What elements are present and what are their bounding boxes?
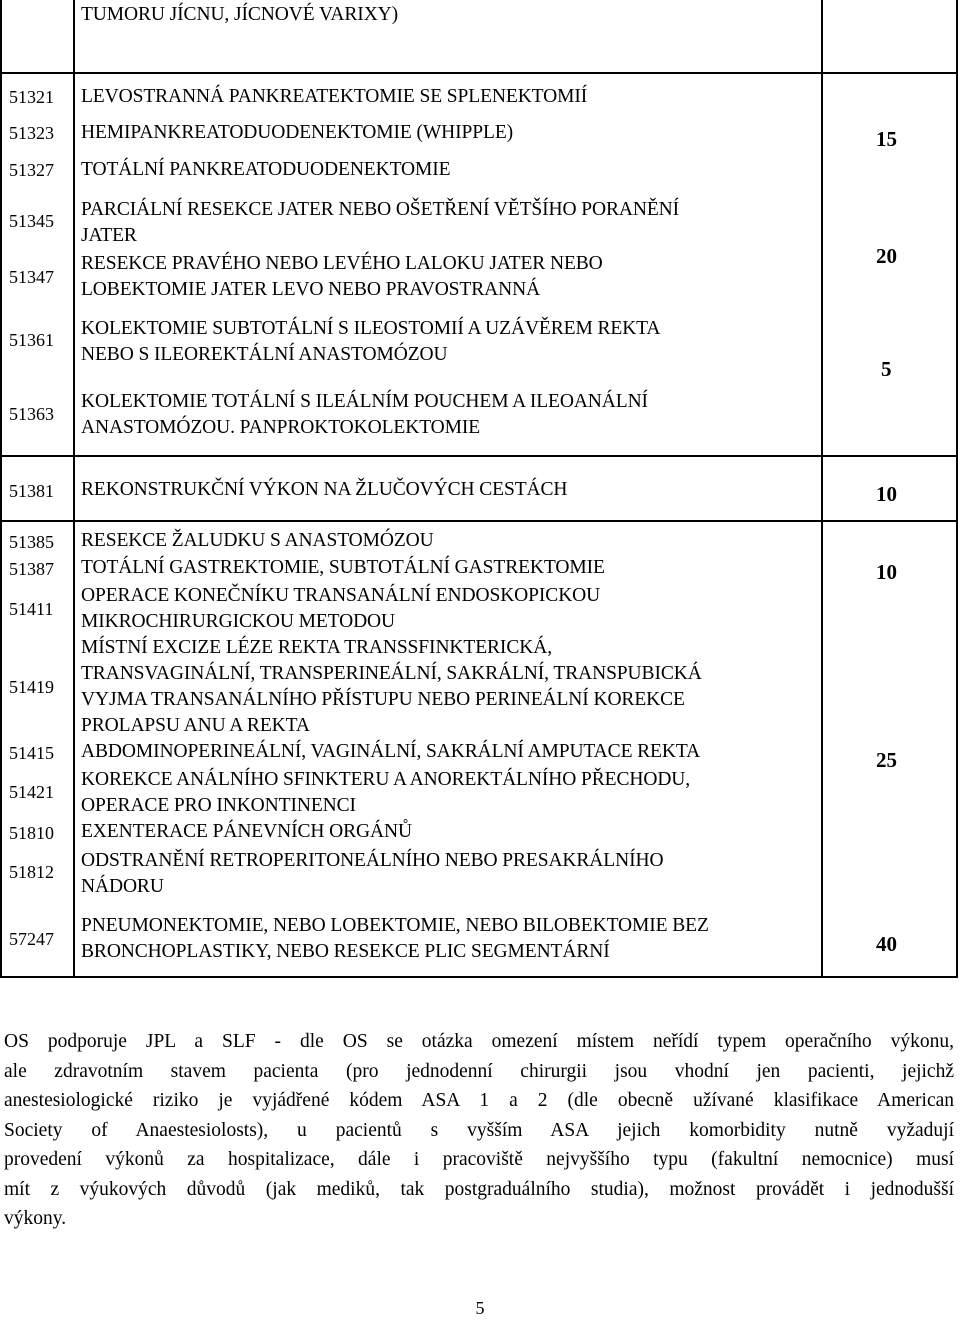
procedure-description: JATER bbox=[81, 225, 137, 246]
procedure-code: 51387 bbox=[9, 559, 54, 579]
procedure-description: OPERACE KONEČNÍKU TRANSANÁLNÍ ENDOSKOPICKOU bbox=[81, 585, 601, 606]
procedure-description: LEVOSTRANNÁ PANKREATEKTOMIE SE SPLENEKTOMIÍ bbox=[81, 86, 588, 107]
procedure-code: 51385 bbox=[9, 532, 54, 552]
procedure-code: 57247 bbox=[9, 929, 54, 949]
limit-value: 10 bbox=[876, 560, 897, 584]
procedure-description: HEMIPANKREATODUODENEKTOMIE (WHIPPLE) bbox=[81, 122, 514, 143]
table-border-right bbox=[956, 0, 958, 977]
procedure-description: RESEKCE ŽALUDKU S ANASTOMÓZOU bbox=[81, 530, 434, 551]
procedure-description: VYJMA TRANSANÁLNÍHO PŘÍSTUPU NEBO PERINEÁLNÍ KOREKCE bbox=[81, 689, 685, 710]
procedure-code: 51810 bbox=[9, 823, 54, 843]
procedure-description: PROLAPSU ANU A REKTA bbox=[81, 715, 310, 736]
table-row-separator bbox=[0, 72, 958, 74]
paragraph-line: provedení výkonů za hospitalizace, dále i pracoviště nejvyššího typu (fakultní nemocnice) musí bbox=[4, 1149, 954, 1170]
procedure-code: 51321 bbox=[9, 87, 54, 107]
procedure-description: REKONSTRUKČNÍ VÝKON NA ŽLUČOVÝCH CESTÁCH bbox=[81, 479, 568, 500]
procedure-description: NEBO S ILEOREKTÁLNÍ ANASTOMÓZOU bbox=[81, 344, 448, 365]
procedure-description: KOREKCE ANÁLNÍHO SFINKTERU A ANOREKTÁLNÍHO PŘECHODU, bbox=[81, 769, 691, 790]
procedure-code: 51363 bbox=[9, 404, 54, 424]
limit-value: 15 bbox=[876, 127, 897, 151]
procedure-code: 51361 bbox=[9, 330, 54, 350]
procedure-code: 51419 bbox=[9, 677, 54, 697]
procedure-description: NÁDORU bbox=[81, 876, 164, 897]
table-border-left bbox=[0, 0, 2, 977]
procedure-description: TOTÁLNÍ GASTREKTOMIE, SUBTOTÁLNÍ GASTREKTOMIE bbox=[81, 557, 605, 578]
procedure-description: TOTÁLNÍ PANKREATODUODENEKTOMIE bbox=[81, 159, 451, 180]
table-border-bottom bbox=[0, 976, 958, 978]
procedure-code: 51347 bbox=[9, 267, 54, 287]
procedure-description: EXENTERACE PÁNEVNÍCH ORGÁNŮ bbox=[81, 821, 412, 842]
procedure-code: 51812 bbox=[9, 862, 54, 882]
procedure-description: TRANSVAGINÁLNÍ, TRANSPERINEÁLNÍ, SAKRÁLNÍ, TRANSPUBICKÁ bbox=[81, 663, 702, 684]
paragraph-line: výkony. bbox=[4, 1208, 67, 1229]
paragraph-line: OS podporuje JPL a SLF - dle OS se otázka omezení místem neřídí typem operačního výkonu, bbox=[4, 1031, 954, 1052]
paragraph-line: ale zdravotním stavem pacienta (pro jednodenní chirurgii jsou vhodní jen pacienti, jejichž bbox=[4, 1060, 954, 1082]
procedure-code: 51415 bbox=[9, 743, 54, 763]
procedure-description: KOLEKTOMIE SUBTOTÁLNÍ S ILEOSTOMIÍ A UZÁVĚREM REKTA bbox=[81, 318, 661, 339]
page-number: 5 bbox=[475, 1298, 485, 1318]
limit-value: 20 bbox=[876, 244, 897, 268]
table-divider-code bbox=[73, 0, 75, 977]
procedure-description: MÍSTNÍ EXCIZE LÉZE REKTA TRANSSFINKTERICKÁ, bbox=[81, 637, 552, 658]
procedure-code: 51327 bbox=[9, 160, 54, 180]
paragraph-line: anestesiologické riziko je vyjádřené kódem ASA 1 a 2 (dle obecně užívané klasifikace American bbox=[4, 1090, 954, 1111]
procedure-description: ANASTOMÓZOU. PANPROKTOKOLEKTOMIE bbox=[81, 417, 481, 438]
table-divider-value bbox=[821, 0, 823, 977]
procedure-description: OPERACE PRO INKONTINENCI bbox=[81, 795, 356, 816]
table-row-separator bbox=[0, 455, 958, 457]
procedure-code: 51345 bbox=[9, 211, 54, 231]
limit-value: 5 bbox=[881, 357, 892, 381]
procedure-description: ODSTRANĚNÍ RETROPERITONEÁLNÍHO NEBO PRESAKRÁLNÍHO bbox=[81, 850, 664, 871]
limit-value: 25 bbox=[876, 748, 897, 772]
note-paragraph bbox=[4, 1027, 954, 1234]
table-row-separator bbox=[0, 520, 958, 522]
procedure-description: KOLEKTOMIE TOTÁLNÍ S ILEÁLNÍM POUCHEM A ILEOANÁLNÍ bbox=[81, 391, 648, 412]
paragraph-line: mít z výukových důvodů (jak mediků, tak postgraduálního studia), možnost provádět i jednodušší bbox=[4, 1178, 954, 1200]
procedure-description: ABDOMINOPERINEÁLNÍ, VAGINÁLNÍ, SAKRÁLNÍ AMPUTACE REKTA bbox=[81, 741, 701, 762]
procedure-description: RESEKCE PRAVÉHO NEBO LEVÉHO LALOKU JATER NEBO bbox=[81, 253, 603, 274]
procedure-code: 51381 bbox=[9, 481, 54, 501]
limit-value: 10 bbox=[876, 482, 897, 506]
procedure-code: 51411 bbox=[9, 599, 54, 619]
procedure-description: MIKROCHIRURGICKOU METODOU bbox=[81, 611, 396, 632]
procedure-code: 51421 bbox=[9, 782, 54, 802]
procedure-description: BRONCHOPLASTIKY, NEBO RESEKCE PLIC SEGMENTÁRNÍ bbox=[81, 941, 610, 962]
procedure-code: 51323 bbox=[9, 123, 54, 143]
table-header-continuation: TUMORU JÍCNU, JÍCNOVÉ VARIXY) bbox=[81, 4, 399, 25]
procedure-description: PARCIÁLNÍ RESEKCE JATER NEBO OŠETŘENÍ VĚTŠÍHO PORANĚNÍ bbox=[81, 199, 680, 220]
procedure-description: LOBEKTOMIE JATER LEVO NEBO PRAVOSTRANNÁ bbox=[81, 279, 541, 300]
paragraph-line: Society of Anaestesiolosts), u pacientů s vyšším ASA jejich komorbidity nutně vyžadují bbox=[4, 1119, 954, 1141]
procedure-description: PNEUMONEKTOMIE, NEBO LOBEKTOMIE, NEBO BILOBEKTOMIE BEZ bbox=[81, 915, 709, 936]
limit-value: 40 bbox=[876, 932, 897, 956]
